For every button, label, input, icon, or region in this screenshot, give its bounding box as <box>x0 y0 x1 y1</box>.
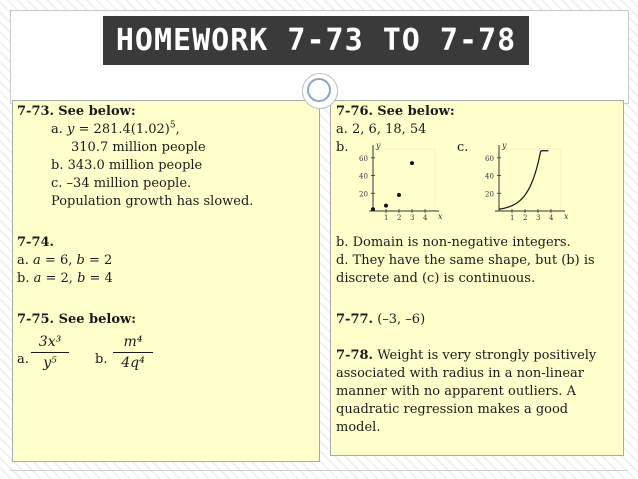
y-tick-label: 20 <box>485 190 494 199</box>
problem-7-78-line2: associated with radius in a non-linear <box>336 366 584 381</box>
problem-7-76-part-c-label: c. <box>457 140 469 155</box>
problem-7-78-line1 <box>336 347 596 365</box>
variable: y <box>67 122 75 137</box>
problem-7-75-heading: 7-75. See below: <box>17 312 136 327</box>
problem-7-73-part-a-result: 310.7 million people <box>71 140 206 155</box>
footer-divider <box>10 470 627 471</box>
part-label: a. <box>51 122 63 137</box>
problem-7-73-part-b: b. 343.0 million people <box>51 158 203 173</box>
data-point <box>371 207 375 211</box>
problem-7-76-part-a: a. 2, 6, 18, 54 <box>336 122 427 137</box>
problem-number: 7-77. <box>336 312 374 327</box>
problem-7-76-part-d-line2: discrete and (c) is continuous. <box>336 271 536 286</box>
x-tick-label: 2 <box>523 214 528 222</box>
fraction-bar <box>31 352 69 353</box>
variable-a: a <box>33 271 42 286</box>
problem-7-78-line4: quadratic regression makes a good <box>336 402 569 417</box>
y-tick-label: 40 <box>359 172 368 181</box>
problem-7-75-label-b: b. <box>95 352 108 367</box>
variable-b: b <box>76 253 85 268</box>
fraction-b <box>113 333 153 372</box>
heading-suffix: See below: <box>58 104 136 119</box>
data-point <box>384 204 388 208</box>
problem-7-76-domain: b. Domain is non-negative integers. <box>336 235 571 250</box>
problem-7-74-heading: 7-74. <box>17 235 55 250</box>
data-point <box>410 161 414 165</box>
problem-7-73-part-d: Population growth has slowed. <box>51 194 254 209</box>
answer-text: Weight is very strongly positively <box>377 348 597 363</box>
denominator: y⁵ <box>43 355 57 371</box>
y-axis-label: y <box>502 141 507 150</box>
x-tick-label: 1 <box>384 214 389 222</box>
denominator: 4q⁴ <box>121 355 145 371</box>
y-axis-label: y <box>376 141 381 150</box>
problem-number: 7-73. <box>17 104 55 119</box>
fraction-a <box>31 333 69 372</box>
y-tick-label: 40 <box>485 172 494 181</box>
part-label: a. <box>17 253 34 268</box>
x-tick-label: 4 <box>549 214 554 222</box>
value-b: = 4 <box>85 271 113 286</box>
problem-7-76-part-b-label: b. <box>336 140 349 155</box>
problem-7-75-label-a: a. <box>17 352 29 367</box>
problem-7-78-line5: model. <box>336 420 381 435</box>
problem-7-74-part-a <box>17 252 112 270</box>
problem-7-73-heading <box>17 103 136 121</box>
answer: (–3, –6) <box>377 312 426 327</box>
y-tick-label: 60 <box>485 154 494 163</box>
x-tick-label: 1 <box>510 214 515 222</box>
value-b: = 2 <box>84 253 113 268</box>
heading-suffix: See below: <box>377 104 455 119</box>
x-tick-label: 3 <box>536 214 541 222</box>
x-axis-label: x <box>438 212 443 221</box>
page-title: HOMEWORK 7-73 TO 7-78 <box>103 16 529 65</box>
variable-a: a <box>33 253 41 268</box>
fraction-bar <box>113 352 153 353</box>
value-a: = 6, <box>40 253 77 268</box>
exponent: 5 <box>169 120 176 131</box>
plot-area <box>499 149 561 211</box>
variable-b: b <box>77 271 86 286</box>
expression-tail: , <box>175 122 180 137</box>
plot-area <box>373 149 435 211</box>
expression: = 281.4(1.02) <box>78 122 170 137</box>
problem-7-76-part-d-line1: d. They have the same shape, but (b) is <box>336 253 595 268</box>
data-point <box>397 193 401 197</box>
x-tick-label: 2 <box>397 214 402 222</box>
problem-7-73-part-a <box>51 121 180 139</box>
discrete-graph <box>353 139 443 225</box>
problem-7-77 <box>336 311 425 329</box>
x-tick-label: 3 <box>410 214 415 222</box>
problem-number: 7-78. <box>336 348 374 363</box>
value-a: = 2, <box>41 271 78 286</box>
left-answer-panel <box>12 100 320 462</box>
x-axis-label: x <box>564 212 569 221</box>
exponential-curve <box>499 151 548 209</box>
continuous-graph <box>479 139 569 225</box>
problem-7-74-part-b <box>17 270 113 288</box>
right-answer-panel <box>330 100 624 456</box>
problem-7-76-heading <box>336 103 455 121</box>
problem-7-78-line3: manner with no apparent outliers. A <box>336 384 576 399</box>
problem-number: 7-76. <box>336 104 374 119</box>
y-tick-label: 20 <box>359 190 368 199</box>
numerator: m⁴ <box>123 334 143 350</box>
numerator: 3x³ <box>38 334 62 350</box>
part-label: b. <box>17 271 34 286</box>
y-tick-label: 60 <box>359 154 368 163</box>
binder-ring-icon <box>307 78 331 102</box>
x-tick-label: 4 <box>423 214 428 222</box>
problem-7-73-part-c: c. –34 million people. <box>51 176 192 191</box>
